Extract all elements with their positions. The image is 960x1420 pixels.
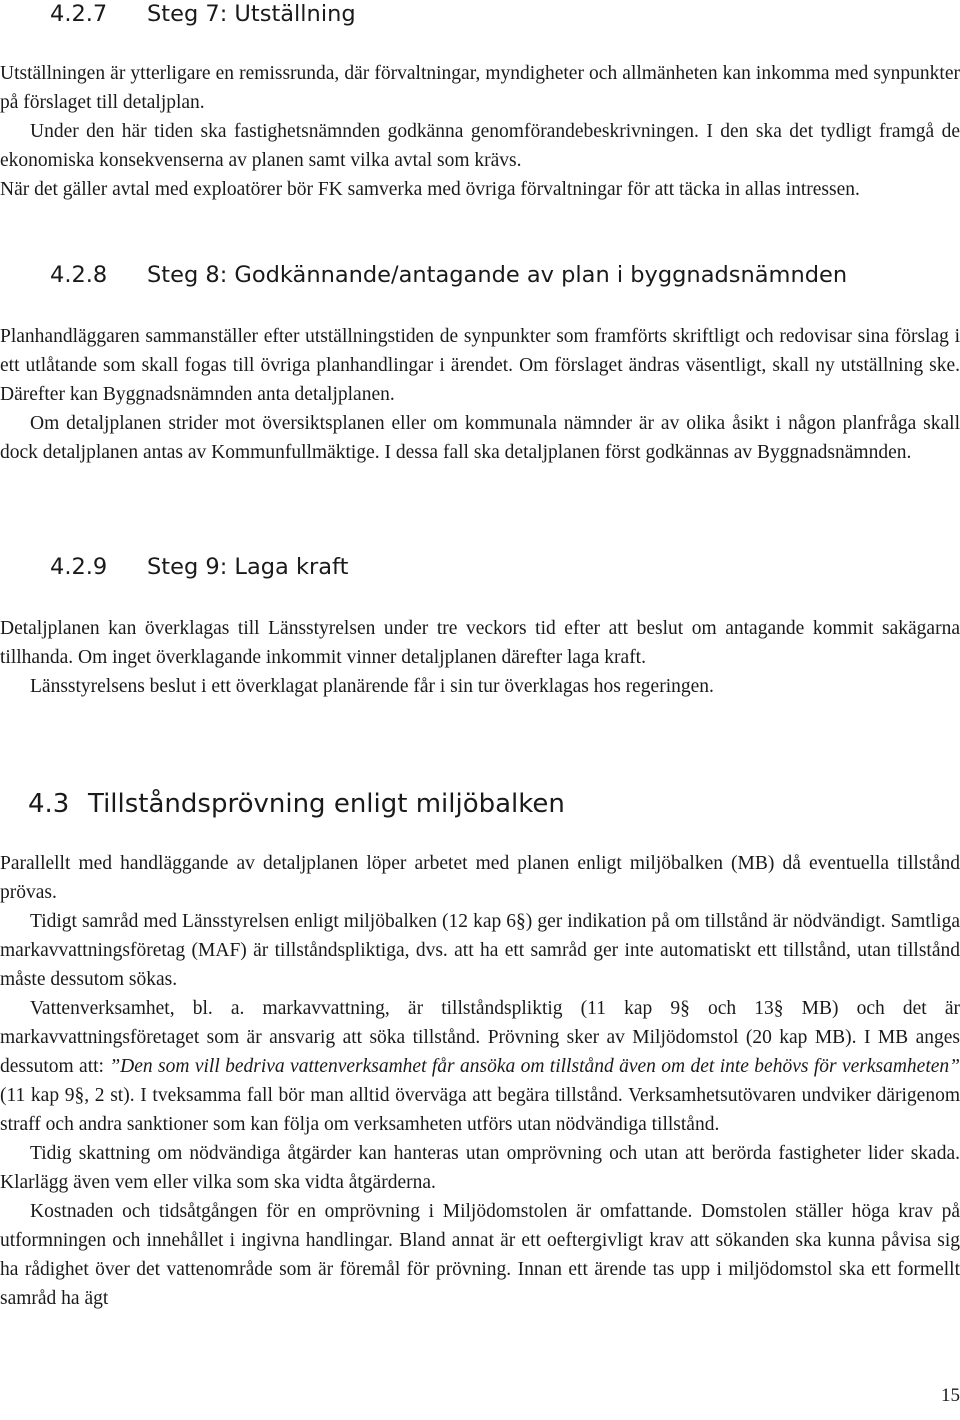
quote: ”Den som vill bedriva vattenverksamhet får ansöka om tillstånd även om det inte behövs för verksamheten”: [109, 1056, 960, 1077]
paragraph-text: Vattenverksamhet, bl. a. markavvattning, är tillståndspliktig (11 kap 9§ och 13§ MB) och det är markavvattningsföretaget som är ansvarig att söka tillstånd. Prövning sker av Miljödomstol (20 kap MB). I MB anges dessutom att:: [0, 998, 960, 1077]
paragraph: Utställningen är ytterligare en remissrunda, där förvaltningar, myndigheter och allmänheten kan inkomma med synpunkter på förslaget till detaljplan.: [0, 63, 960, 113]
heading-title: Tillståndsprövning enligt miljöbalken: [88, 789, 565, 819]
heading-4-3: [0, 788, 565, 820]
paragraph-text: (11 kap 9§, 2 st). I tveksamma fall bör man alltid överväga att begära tillstånd. Verksamhetsutövaren undviker därigenom straff och andra sanktioner som kan följa om verksamheten utförs utan nödvändiga tillstånd.: [0, 1085, 960, 1135]
heading-title: Steg 9: Laga kraft: [147, 554, 349, 580]
heading-number: 4.2.9: [50, 554, 108, 580]
heading-number: 4.2.7: [50, 1, 108, 27]
heading-number: 4.3: [28, 789, 70, 819]
section-4-2-8-body: [0, 322, 960, 467]
page-number: 15: [941, 1385, 960, 1406]
heading-number: 4.2.8: [50, 262, 108, 288]
section-4-2-9-body: [0, 614, 960, 701]
paragraph: När det gäller avtal med exploatörer bör FK samverka med övriga förvaltningar för att täcka in allas intressen.: [0, 179, 860, 200]
paragraph: Parallellt med handläggande av detaljplanen löper arbetet med planen enligt miljöbalken (MB) då eventuella tillstånd prövas.: [0, 853, 960, 903]
paragraph: Under den här tiden ska fastighetsnämnden godkänna genomförandebeskrivningen. I den ska det tydligt framgå de ekonomiska konsekvenserna av planen samt vilka avtal som krävs.: [0, 121, 960, 171]
section-4-2-7-body: [0, 59, 960, 204]
heading-4-2-9: [0, 553, 348, 581]
heading-4-2-7: [0, 0, 356, 28]
paragraph: Länsstyrelsens beslut i ett överklagat planärende får i sin tur överklagas hos regeringen.: [30, 676, 714, 697]
paragraph: Tidigt samråd med Länsstyrelsen enligt miljöbalken (12 kap 6§) ger indikation på om tillstånd är nödvändigt. Samtliga markavvattningsföretag (MAF) är tillståndspliktiga, dvs. att ha ett samråd ger inte automatiskt ett tillstånd, utan tillstånd måste dessutom sökas.: [0, 911, 960, 990]
paragraph: Tidig skattning om nödvändiga åtgärder kan hanteras utan omprövning och utan att berörda fastigheter lider skada. Klarlägg även vem eller vilka som ska vidta åtgärderna.: [0, 1143, 960, 1193]
section-4-3-body: [0, 849, 960, 1313]
paragraph: Om detaljplanen strider mot översiktsplanen eller om kommunala nämnder är av olika åsikt i någon planfråga skall dock detaljplanen antas av Kommunfullmäktige. I dessa fall ska detaljplanen först godkännas av Byggnadsnämnden.: [0, 413, 960, 463]
paragraph: Detaljplanen kan överklagas till Länsstyrelsen under tre veckors tid efter att beslut om antagande kommit sakägarna tillhanda. Om inget överklagande inkommit vinner detaljplanen därefter laga kraft.: [0, 618, 960, 668]
heading-4-2-8: [0, 261, 847, 289]
paragraph: Planhandläggaren sammanställer efter utställningstiden de synpunkter som framförts skriftligt och redovisar sina förslag i ett utlåtande som skall fogas till övriga planhandlingar i ärendet. Om förslaget ändras väsentligt, skall ny utställning ske. Därefter kan Byggnadsnämnden anta detaljplanen.: [0, 326, 960, 405]
heading-title: Steg 7: Utställning: [147, 1, 356, 27]
paragraph: Kostnaden och tidsåtgången för en omprövning i Miljödomstolen är omfattande. Domstolen ställer höga krav på utformningen och innehållet i ingivna handlingar. Bland annat är ett oeftergivligt krav att sökanden ska kunna påvisa sig ha rådighet över det vattenområde som är föremål för prövning. Innan ett ärende tas upp i miljödomstol ska ett formellt samråd ha ägt: [0, 1201, 960, 1309]
heading-title: Steg 8: Godkännande/antagande av plan i byggnadsnämnden: [147, 262, 848, 288]
paragraph: [0, 994, 960, 1139]
